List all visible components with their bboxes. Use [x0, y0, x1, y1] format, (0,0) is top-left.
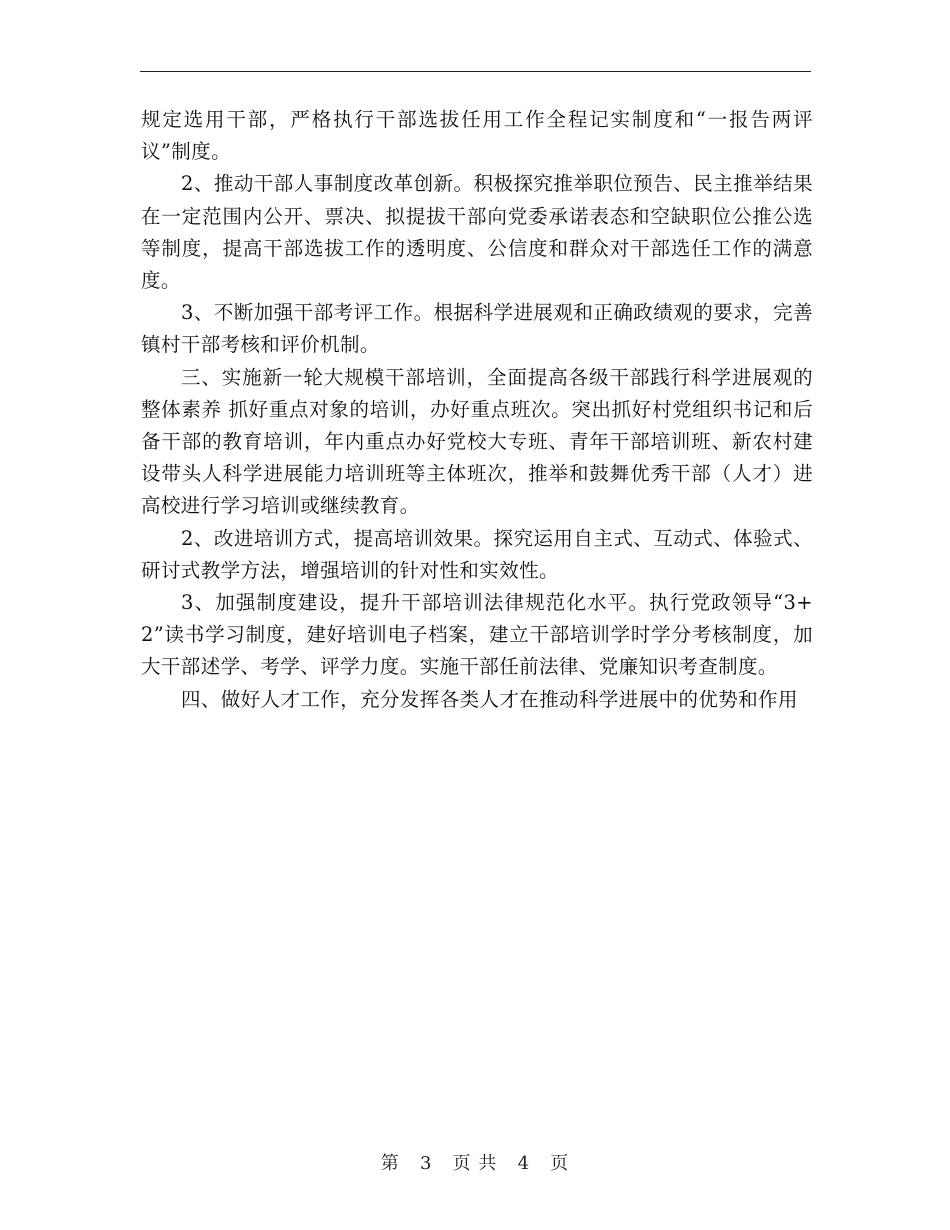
- footer-total-pages: 4: [517, 1153, 531, 1174]
- page-footer: [0, 1152, 950, 1176]
- paragraph: 3、加强制度建设，提升干部培训法律规范化水平。执行党政领导“3+2”读书学习制度，建好培训电子档案，建立干部培训学时学分考核制度，加大干部述学、考学、评学力度。实施干部任前法律、党廉知识考查制度。: [141, 591, 813, 679]
- paragraph: 四、做好人才工作，充分发挥各类人才在推动科学进展中的优势和作用: [181, 687, 798, 711]
- document-body: [141, 104, 813, 716]
- paragraph: 规定选用干部，严格执行干部选拔任用工作全程记实制度和“一报告两评议”制度。: [141, 108, 813, 164]
- footer-suffix: 页: [550, 1153, 570, 1174]
- paragraph: 2、推动干部人事制度改革创新。积极探究推举职位预告、民主推举结果在一定范围内公开、票决、拟提拔干部向党委承诺表态和空缺职位公推公选等制度，提高干部选拔工作的透明度、公信度和群众对干部选任工作的满意度。: [141, 172, 813, 293]
- header-rule: [140, 71, 811, 72]
- paragraph: 2、改进培训方式，提高培训效果。探究运用自主式、互动式、体验式、研讨式教学方法，增强培训的针对性和实效性。: [141, 526, 813, 582]
- paragraph: 三、实施新一轮大规模干部培训，全面提高各级干部践行科学进展观的整体素养 抓好重点对象的培训，办好重点班次。突出抓好村党组织书记和后备干部的教育培训，年内重点办好党校大专班、青年干部培训班、新农村建设带头人科学进展能力培训班等主体班次，推举和鼓舞优秀干部（人才）进高校进行学习培训或继续教育。: [141, 365, 813, 518]
- footer-prefix: 第: [380, 1153, 400, 1174]
- paragraph: 3、不断加强干部考评工作。根据科学进展观和正确政绩观的要求，完善镇村干部考核和评价机制。: [141, 301, 813, 357]
- footer-current-page: 3: [419, 1153, 433, 1174]
- footer-middle: 页 共: [452, 1153, 498, 1174]
